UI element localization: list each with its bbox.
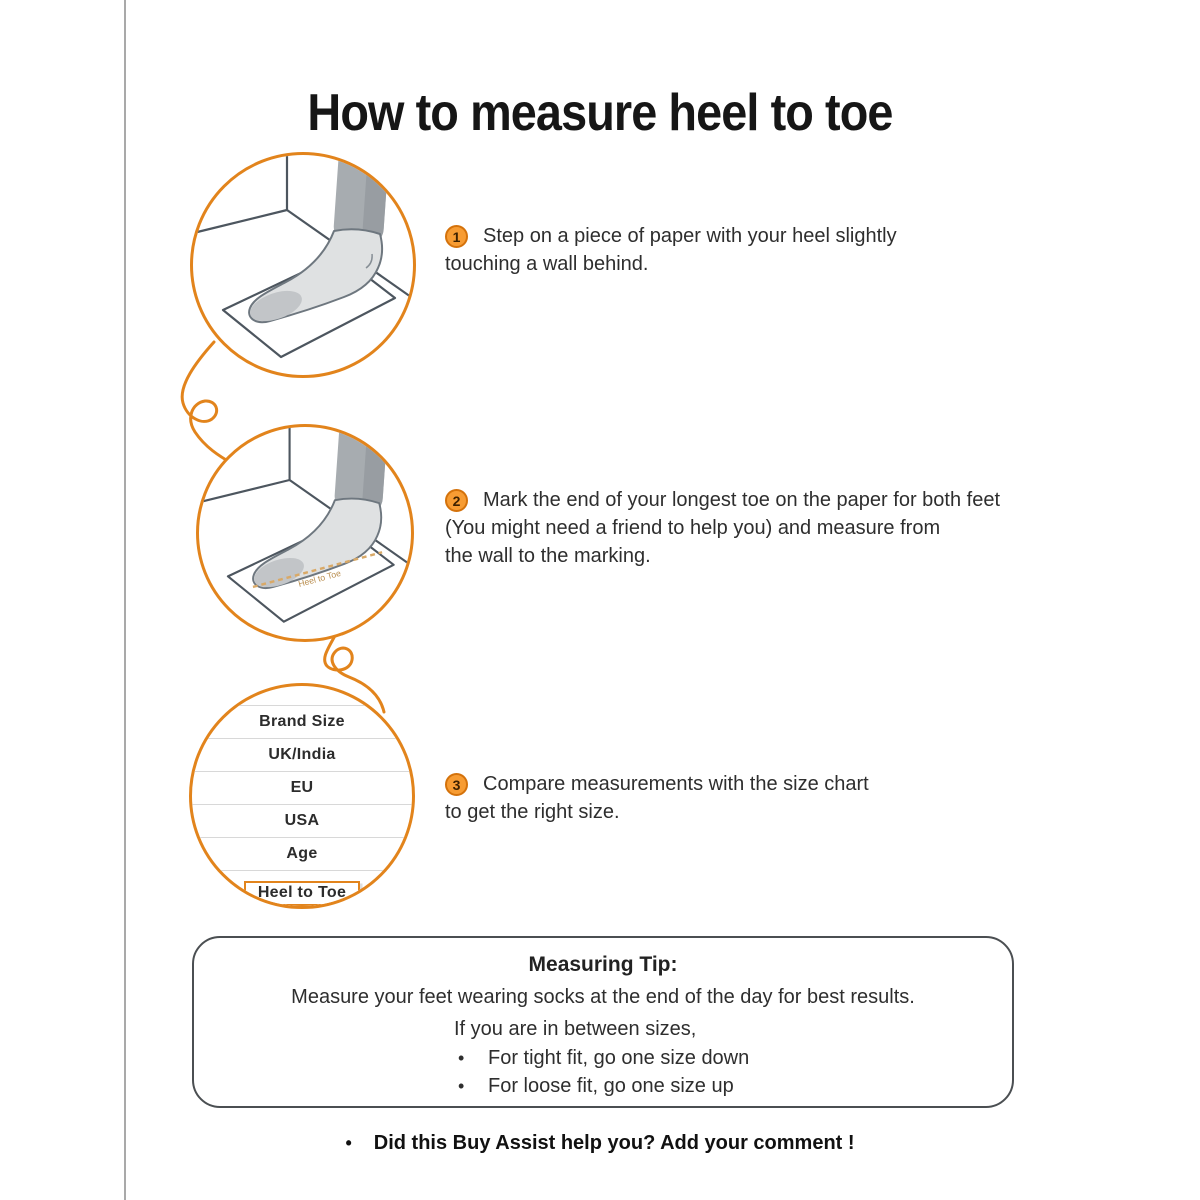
tip-sub-block — [454, 1018, 749, 1099]
step-2-text: the wall to the marking. — [445, 545, 651, 567]
measuring-tip-box — [192, 936, 1014, 1108]
page-edge-rule — [124, 0, 126, 1200]
tip-bullet-item — [454, 1046, 749, 1071]
tip-bullet-text: For tight fit, go one size down — [488, 1047, 750, 1069]
size-chart-row — [192, 870, 412, 909]
tip-bullet-item — [454, 1074, 749, 1099]
step-1 — [445, 222, 897, 278]
step-1-text: Step on a piece of paper with your heel slightly — [483, 225, 897, 247]
size-chart-circle — [189, 683, 415, 909]
step-2-text: Mark the end of your longest toe on the paper for both feet — [483, 489, 1001, 511]
tip-main-line: Measure your feet wearing socks at the end of the day for best results. — [291, 986, 915, 1008]
size-chart-row — [192, 705, 412, 738]
footer-text: Did this Buy Assist help you? Add your comment ! — [373, 1132, 855, 1154]
step-3-text: Compare measurements with the size chart — [483, 773, 869, 795]
size-chart-row — [192, 738, 412, 771]
size-chart-row-label: USA — [284, 812, 320, 829]
size-chart-row-label: UK/India — [268, 746, 336, 763]
size-chart-row-label: Age — [286, 845, 318, 862]
foot-measure-illustration — [199, 427, 411, 639]
step-1-number-badge: 1 — [445, 225, 468, 248]
footer-note — [0, 1132, 1200, 1155]
size-chart-row-label: Brand Size — [259, 713, 345, 730]
connector-squiggle-top — [182, 342, 233, 464]
step-3 — [445, 770, 869, 826]
step-3-text: to get the right size. — [445, 801, 620, 823]
step-3-number-badge: 3 — [445, 773, 468, 796]
tip-title: Measuring Tip: — [528, 953, 678, 976]
size-chart-row-label: EU — [290, 779, 314, 796]
step-2 — [445, 486, 1000, 570]
bullet-icon: • — [458, 1048, 465, 1068]
step-2-text: (You might need a friend to help you) and measure from — [445, 517, 941, 539]
size-chart-row — [192, 837, 412, 870]
tip-intro: If you are in between sizes, — [454, 1018, 697, 1040]
measure-label: Heel to Toe — [297, 567, 342, 589]
size-chart-row — [192, 804, 412, 837]
size-chart — [192, 705, 412, 909]
heel-to-toe-highlight: Heel to Toe — [244, 881, 360, 906]
step-1-text: touching a wall behind. — [445, 253, 649, 275]
tip-bullet-text: For loose fit, go one size up — [488, 1075, 734, 1097]
step1-illustration-circle — [190, 152, 416, 378]
bullet-icon: • — [345, 1133, 352, 1153]
size-chart-row — [192, 771, 412, 804]
step-2-number-badge: 2 — [445, 489, 468, 512]
step2-illustration-circle — [196, 424, 414, 642]
bullet-icon: • — [458, 1076, 465, 1096]
page-title: How to measure heel to toe — [307, 83, 893, 142]
foot-on-paper-illustration — [193, 155, 413, 375]
